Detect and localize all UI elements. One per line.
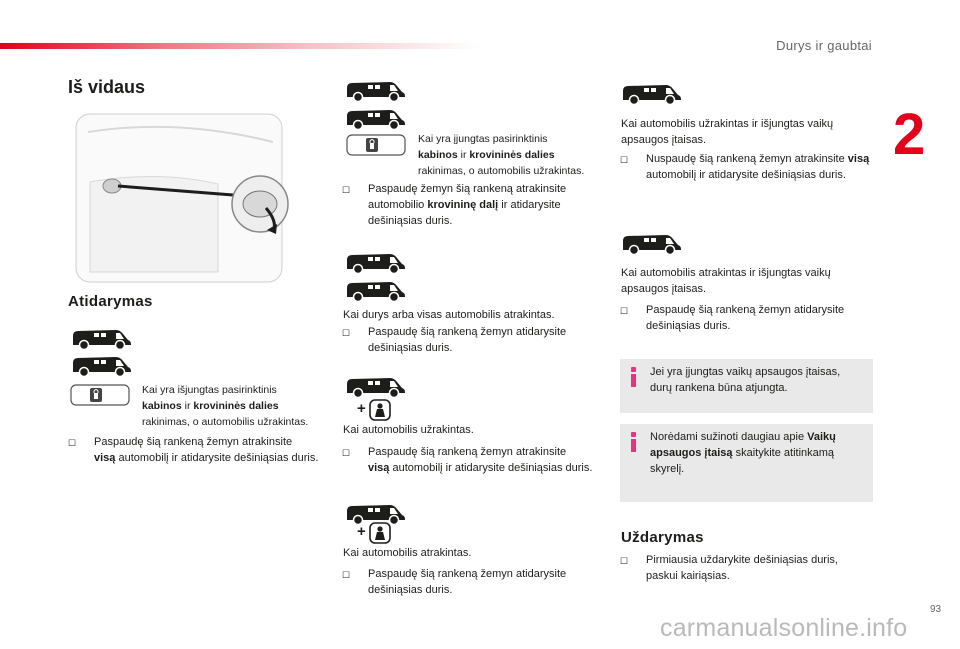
van-silhouette-icon [620, 83, 682, 105]
checkbox-bullet-icon: ☐ [620, 306, 629, 316]
right-text-2: Kai automobilis atrakintas ir išjungtas vaikų apsaugos įtaisas. [621, 267, 831, 295]
note-line: rakinimas, o automobilis užrakintas. [142, 416, 309, 428]
info-icon [631, 367, 637, 387]
info-icon [631, 432, 637, 452]
note-line: Kai yra įjungtas pasirinktinis [418, 133, 548, 145]
chapter-number: 2 [893, 102, 926, 167]
right-text-1: Kai automobilis užrakintas ir išjungtas vaikų apsaugos įtaisas. [621, 118, 834, 146]
note-bold: krovininės dalies [193, 400, 279, 412]
checkbox-bullet-icon: ☐ [620, 556, 629, 566]
right-bullet-1: ☐ Nuspaudę šią rankeną žemyn atrakinsite visą automobilį ir atidarysite dešiniąsias duris. [620, 153, 870, 181]
checkbox-bullet-icon: ☐ [620, 155, 629, 165]
checkbox-bullet-icon: ☐ [342, 448, 351, 458]
middle-bullet-2: ☐ Paspaudę šią rankeną žemyn atidarysite dešiniąsias duris. [342, 326, 567, 354]
lock-switch-icon [346, 134, 406, 156]
page-number: 93 [930, 604, 942, 615]
checkbox-bullet-icon: ☐ [342, 185, 351, 195]
van-silhouette-icon [344, 108, 406, 130]
left-bullet: ☐ Paspaudę šią rankeną žemyn atrakinsite visą automobilį ir atidarysite dešiniąsias duris. [68, 436, 319, 464]
child-lock-icon [357, 399, 397, 421]
note-line: rakinimas, o automobilis užrakintas. [418, 165, 585, 177]
van-silhouette-icon [344, 280, 406, 302]
van-silhouette-icon [620, 233, 682, 255]
note-bold: kabinos [142, 400, 182, 412]
subtitle-opening: Atidarymas [68, 293, 153, 310]
right-bullet-2: ☐ Paspaudę šią rankeną žemyn atidarysite dešiniąsias duris. [620, 304, 845, 332]
section-title: Durys ir gaubtai [776, 38, 872, 53]
van-silhouette-icon [344, 80, 406, 102]
middle-text-2: Kai durys arba visas automobilis atrakintas. [343, 309, 555, 321]
van-silhouette-icon [344, 376, 406, 398]
left-note [142, 382, 332, 430]
door-handle-illustration [68, 112, 290, 284]
watermark: carmanualsonline.info [660, 614, 908, 642]
info-box-2 [620, 424, 873, 502]
van-silhouette-icon [70, 355, 132, 377]
note-text: ir [181, 400, 194, 412]
van-silhouette-icon [344, 252, 406, 274]
middle-note: Kai yra įjungtas pasirinktinis kabinos ir krovininės dalies rakinimas, o automobilis užrakintas. [418, 131, 608, 179]
lock-switch-icon [70, 384, 130, 406]
middle-bullet-1: ☐ Paspaudę žemyn šią rankeną atrakinsite automobilio krovininę dalį ir atidarysite dešiniąsias duris. [342, 183, 567, 227]
info-box-1 [620, 359, 873, 413]
child-lock-icon [357, 522, 397, 544]
middle-bullet-4: ☐ Paspaudę šią rankeną žemyn atidarysite dešiniąsias duris. [342, 568, 567, 596]
right-bullet-3: ☐ Pirmiausia uždarykite dešiniąsias duris, paskui kairiąsias. [620, 554, 838, 582]
checkbox-bullet-icon: ☐ [342, 570, 351, 580]
middle-text-4: Kai automobilis atrakintas. [343, 547, 472, 559]
page-title: Iš vidaus [68, 77, 146, 97]
checkbox-bullet-icon: ☐ [342, 328, 351, 338]
note-line: Kai yra išjungtas pasirinktinis [142, 384, 277, 396]
checkbox-bullet-icon: ☐ [68, 438, 77, 448]
info-text: Jei yra įjungtas vaikų apsaugos įtaisas, durų rankena būna atjungta. [650, 366, 841, 394]
header-accent-bar [0, 43, 480, 49]
subtitle-closing: Uždarymas [621, 529, 704, 546]
van-silhouette-icon [70, 328, 132, 350]
middle-bullet-3: ☐ Paspaudę šią rankeną žemyn atrakinsite visą automobilį ir atidarysite dešiniąsias duris. [342, 446, 593, 474]
middle-text-3: Kai automobilis užrakintas. [343, 424, 474, 436]
info-text: Norėdami sužinoti daugiau apie Vaikų apsaugos įtaisą skaitykite atitinkamą skyrelį. [650, 431, 836, 475]
